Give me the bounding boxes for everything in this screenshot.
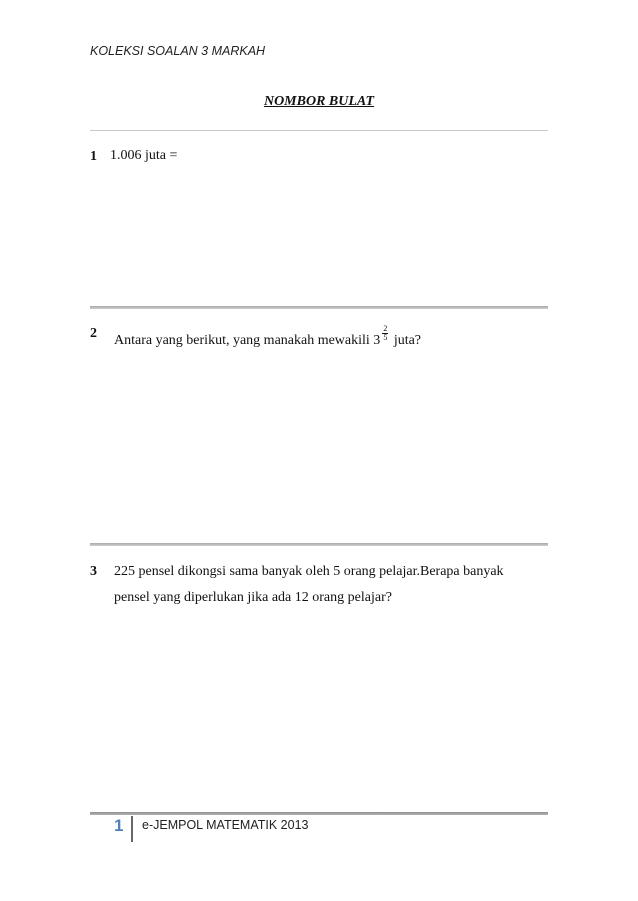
question-1-number: 1 xyxy=(90,149,97,164)
question-2-text-before: Antara yang berikut, yang manakah mewakili 3 xyxy=(114,333,381,348)
footer-divider xyxy=(90,812,548,815)
question-divider xyxy=(90,306,548,309)
title-divider xyxy=(90,130,548,131)
question-3-number: 3 xyxy=(90,564,97,579)
question-2-number: 2 xyxy=(90,326,97,341)
footer-separator xyxy=(131,816,133,842)
question-1-text: 1.006 juta = xyxy=(110,148,178,163)
page-header: KOLEKSI SOALAN 3 MARKAH xyxy=(90,44,266,58)
fraction-denominator: 5 xyxy=(383,333,388,342)
question-3-text xyxy=(114,559,504,611)
question-2-text-after: juta? xyxy=(390,333,422,348)
question-divider xyxy=(90,543,548,546)
question-3-line-2: pensel yang diperlukan jika ada 12 orang pelajar? xyxy=(114,590,392,605)
page-number: 1 xyxy=(114,816,124,835)
footer-text: e-JEMPOL MATEMATIK 2013 xyxy=(142,818,309,832)
question-3-line-1: 225 pensel dikongsi sama banyak oleh 5 orang pelajar.Berapa banyak xyxy=(114,564,504,579)
page-title: NOMBOR BULAT xyxy=(263,94,375,109)
question-2-text xyxy=(114,324,422,354)
fraction xyxy=(382,325,388,342)
fraction-numerator: 2 xyxy=(383,324,388,333)
